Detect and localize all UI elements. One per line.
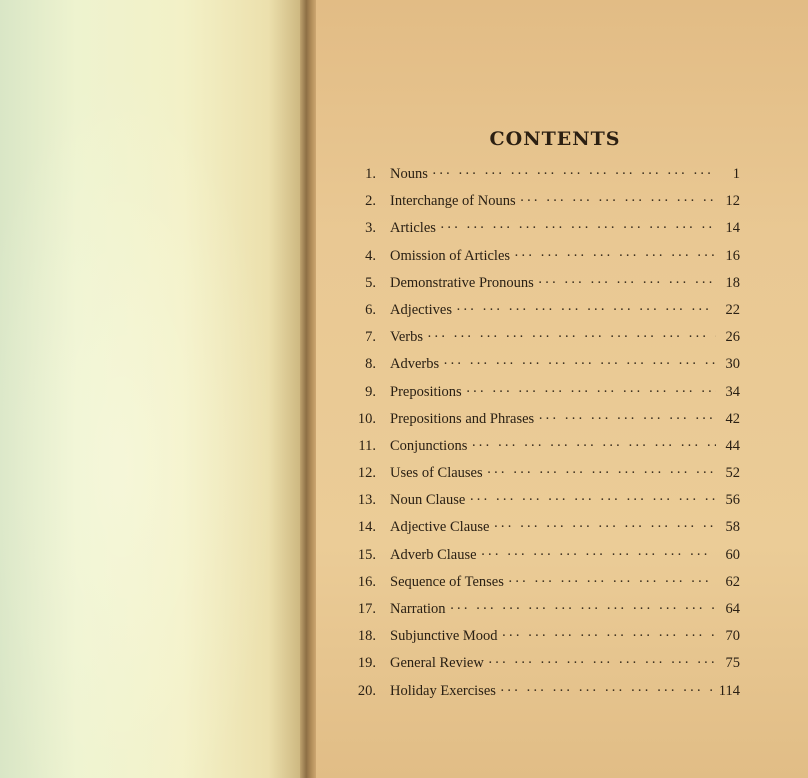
toc-entry	[348, 166, 740, 193]
entry-title: Holiday Exercises	[390, 682, 496, 699]
entry-page: 22	[725, 301, 740, 318]
toc-entry	[348, 683, 740, 710]
entry-number: 13.	[357, 492, 376, 509]
entry-page: 1	[732, 166, 740, 182]
entry-page: 52	[725, 465, 740, 482]
dot-leader	[488, 655, 716, 672]
toc-entry	[348, 438, 740, 465]
dot-leader	[466, 384, 716, 401]
toc-entry	[348, 465, 740, 492]
entry-title: Prepositions	[390, 383, 462, 400]
entry-number: 10.	[357, 410, 376, 427]
toc-entry	[348, 655, 740, 682]
toc-entry	[348, 193, 740, 220]
entry-page: 26	[725, 329, 740, 346]
dot-leader	[443, 356, 716, 373]
toc-entry	[348, 411, 740, 438]
toc-entry	[348, 574, 740, 601]
toc-entry	[348, 519, 740, 546]
contents-list	[348, 166, 740, 710]
entry-title: Articles	[390, 220, 436, 237]
entry-number: 2.	[365, 193, 376, 210]
entry-title: Nouns	[390, 166, 428, 182]
toc-entry	[348, 492, 740, 519]
dot-leader	[514, 248, 716, 265]
entry-page: 44	[725, 437, 740, 454]
toc-entry	[348, 329, 740, 356]
dot-leader	[538, 411, 716, 428]
entry-number: 18.	[357, 628, 376, 645]
entry-number: 4.	[365, 247, 376, 264]
dot-leader	[508, 574, 716, 591]
entry-page: 114	[718, 682, 740, 699]
entry-page: 56	[725, 492, 740, 509]
entry-number: 19.	[357, 655, 376, 672]
entry-title: Interchange of Nouns	[390, 193, 516, 210]
entry-page: 70	[725, 628, 740, 645]
entry-page: 30	[725, 356, 740, 373]
entry-title: Adverb Clause	[390, 546, 477, 563]
entry-title: Uses of Clauses	[390, 465, 483, 482]
entry-number: 8.	[365, 356, 376, 373]
entry-title: Omission of Articles	[390, 247, 511, 264]
entry-number: 5.	[365, 274, 376, 291]
entry-title: Conjunctions	[390, 437, 468, 454]
entry-number: 12.	[357, 465, 376, 482]
toc-entry	[348, 302, 740, 329]
entry-page: 62	[725, 573, 740, 590]
entry-page: 42	[725, 410, 740, 427]
dot-leader	[502, 628, 716, 645]
left-blank-page	[0, 0, 305, 778]
contents-heading: CONTENTS	[489, 128, 621, 150]
entry-page: 18	[725, 274, 740, 291]
dot-leader	[493, 519, 716, 536]
dot-leader	[471, 438, 716, 455]
entry-title: Adjective Clause	[390, 519, 490, 536]
dot-leader	[487, 465, 716, 482]
entry-page: 16	[725, 247, 740, 264]
entry-number: 1.	[365, 166, 376, 182]
entry-title: Demonstrative Pronouns	[390, 274, 534, 291]
toc-entry	[348, 356, 740, 383]
entry-number: 16.	[357, 573, 376, 590]
entry-page: 58	[725, 519, 740, 536]
entry-title: Narration	[390, 601, 446, 617]
entry-title: Adverbs	[390, 356, 440, 373]
entry-number: 6.	[365, 301, 376, 318]
entry-page: 60	[725, 546, 740, 563]
toc-entry	[348, 220, 740, 247]
dot-leader	[469, 492, 716, 509]
entry-page: 14	[725, 220, 740, 237]
dot-leader	[456, 302, 716, 319]
toc-entry	[348, 628, 740, 655]
entry-number: 9.	[365, 383, 376, 400]
dot-leader	[520, 193, 716, 210]
toc-entry	[348, 275, 740, 302]
dot-leader	[440, 220, 716, 237]
entry-number: 15.	[357, 546, 376, 563]
toc-entry	[348, 547, 740, 574]
dot-leader	[500, 683, 715, 700]
toc-entry	[348, 601, 740, 628]
entry-number: 11.	[358, 437, 376, 454]
dot-leader	[481, 547, 716, 564]
entry-number: 7.	[365, 329, 376, 346]
entry-page: 34	[725, 383, 740, 400]
entry-title: Adjectives	[390, 301, 453, 318]
entry-number: 3.	[365, 220, 376, 237]
entry-title: Verbs	[390, 329, 424, 346]
entry-title: Prepositions and Phrases	[390, 410, 535, 427]
toc-entry	[348, 248, 740, 275]
dot-leader	[427, 329, 716, 346]
entry-title: Subjunctive Mood	[390, 628, 498, 645]
toc-entry	[348, 384, 740, 411]
entry-number: 14.	[357, 519, 376, 536]
dot-leader	[538, 275, 716, 292]
entry-page: 75	[725, 655, 740, 672]
dot-leader	[450, 601, 716, 618]
entry-number: 20.	[357, 682, 376, 699]
entry-page: 64	[725, 601, 740, 617]
entry-page: 12	[725, 193, 740, 210]
dot-leader	[432, 166, 716, 183]
entry-title: Noun Clause	[390, 492, 466, 509]
entry-number: 17.	[357, 601, 376, 617]
entry-title: General Review	[390, 655, 484, 672]
entry-title: Sequence of Tenses	[390, 573, 504, 590]
